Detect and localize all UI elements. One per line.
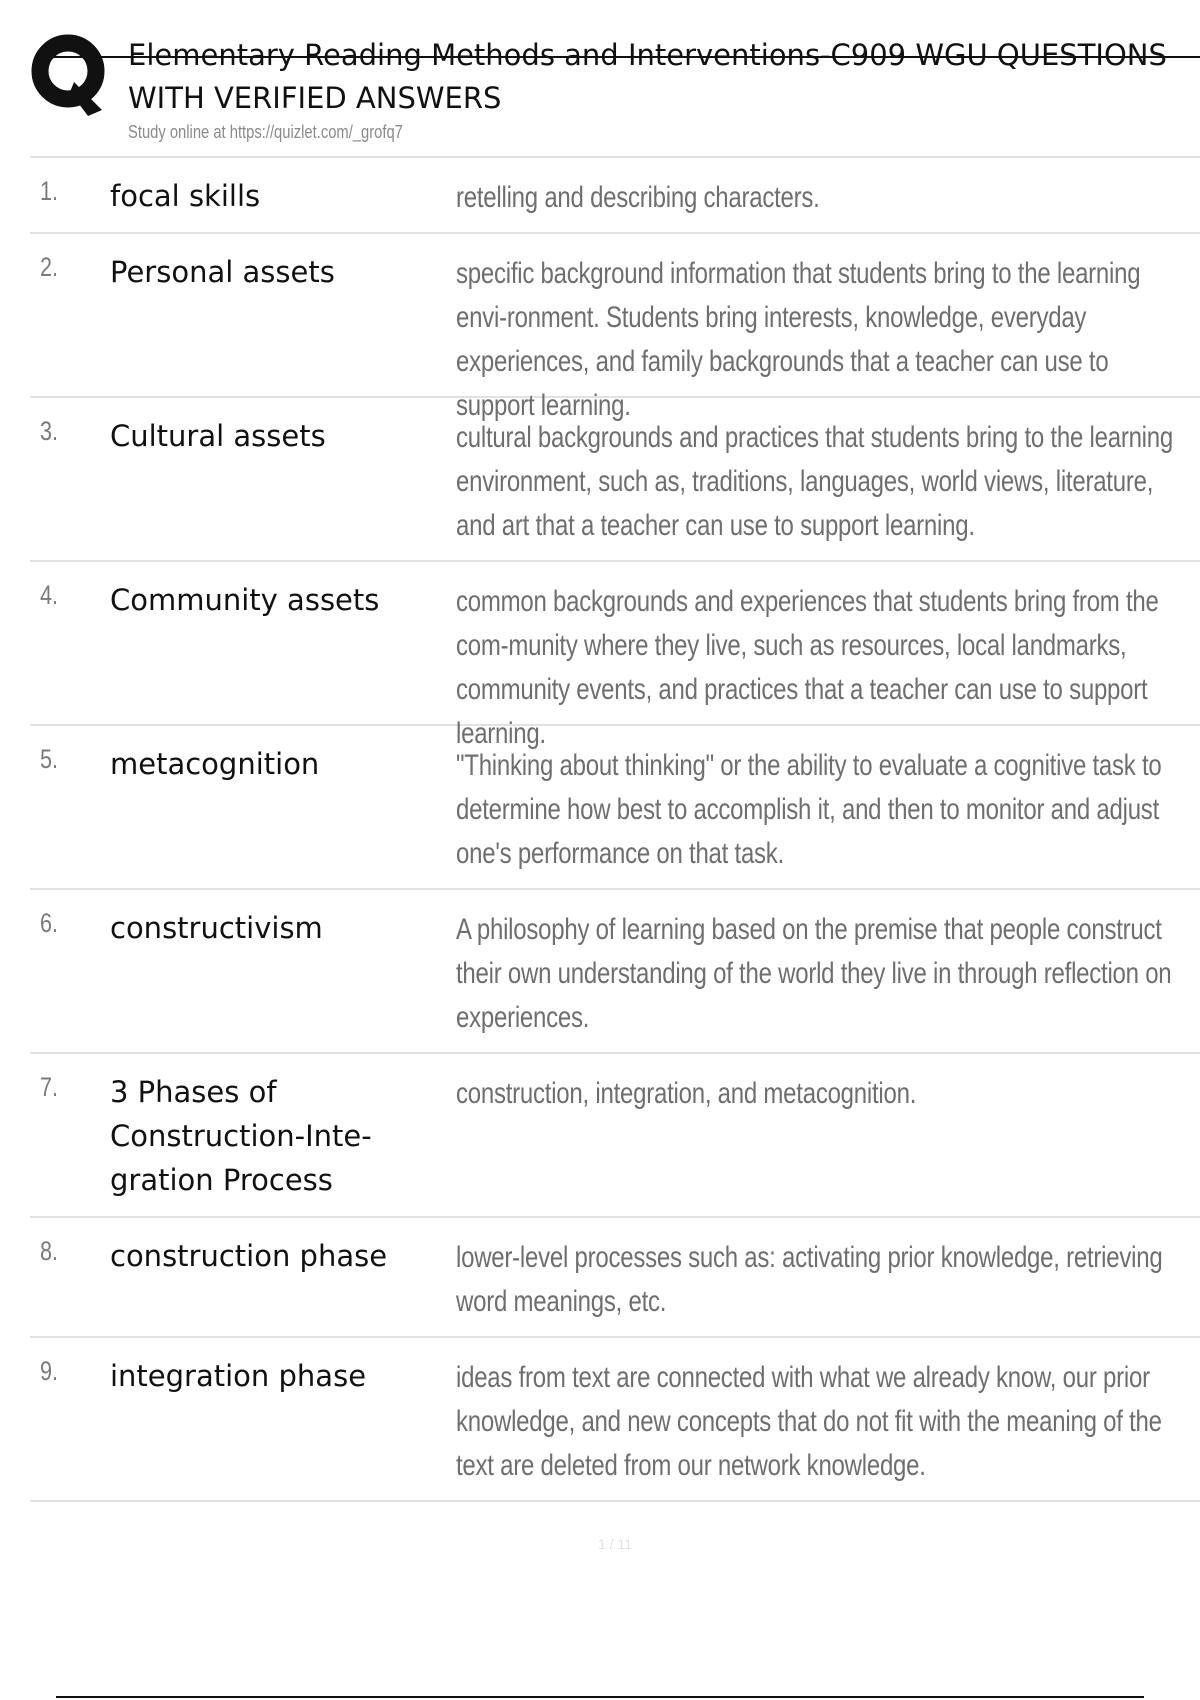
card-definition: cultural backgrounds and practices that students bring to the learning environment, such as, traditions, languages, world views, literature, and art that a teacher can use to support learning. — [456, 421, 1173, 542]
flashcard-row — [30, 1338, 1200, 1502]
card-definition: specific background information that students bring to the learning envi-ronment. Students bring interests, knowledge, everyday experiences, and family backgrounds that a teacher can use to support learning. — [456, 257, 1141, 422]
card-definition: common backgrounds and experiences that students bring from the com-munity where they live, such as resources, local landmarks, community events, and practices that a teacher can use to support learning. — [456, 585, 1159, 750]
card-number: 7. — [40, 1072, 59, 1102]
card-term: Personal assets — [110, 255, 335, 289]
study-online-link[interactable]: Study online at https://quizlet.com/_grofq7 — [128, 122, 403, 142]
page-number: 1 / 11 — [598, 1536, 632, 1552]
card-definition: ideas from text are connected with what we already know, our prior knowledge, and new concepts that do not fit with the meaning of the text are deleted from our network knowledge. — [456, 1361, 1162, 1482]
document-title-line-1: Elementary Reading Methods and Interventions-C909 WGU QUESTIONS — [128, 38, 1167, 72]
bottom-divider — [56, 1696, 1144, 1698]
document-title-line-2: WITH VERIFIED ANSWERS — [128, 81, 502, 115]
card-number: 5. — [40, 744, 59, 774]
flashcard-row — [30, 1218, 1200, 1338]
card-term: Community assets — [110, 583, 380, 617]
card-number: 8. — [40, 1236, 59, 1266]
flashcard-row — [30, 158, 1200, 234]
flashcard-row — [30, 562, 1200, 750]
flashcard-row — [30, 398, 1200, 562]
flashcard-row — [30, 726, 1200, 890]
card-term: metacognition — [110, 747, 320, 781]
card-number: 2. — [40, 252, 59, 282]
flashcard-row — [30, 234, 1200, 422]
card-number: 9. — [40, 1356, 59, 1386]
card-definition: construction, integration, and metacognition. — [456, 1077, 917, 1110]
card-number: 6. — [40, 908, 59, 938]
card-definition: retelling and describing characters. — [456, 181, 820, 214]
card-term: constructivism — [110, 911, 323, 945]
card-definition: lower-level processes such as: activating prior knowledge, retrieving word meanings, etc. — [456, 1241, 1163, 1318]
flashcard-row — [30, 890, 1200, 1054]
quizlet-logo-icon — [30, 30, 110, 116]
card-term: focal skills — [110, 179, 261, 213]
flashcard-list — [30, 156, 1200, 1502]
document-header — [0, 0, 1200, 158]
card-term: construction phase — [110, 1239, 388, 1273]
card-term: Cultural assets — [110, 419, 326, 453]
document-title — [128, 34, 1200, 120]
card-definition: "Thinking about thinking" or the ability to evaluate a cognitive task to determine how best to accomplish it, and then to monitor and adjust one's performance on that task. — [456, 749, 1162, 870]
card-definition: A philosophy of learning based on the premise that people construct their own understanding of the world they live in through reflection on experiences. — [456, 913, 1172, 1034]
card-number: 3. — [40, 416, 59, 446]
card-term: 3 Phases of Construction-Inte-gration Process — [110, 1075, 372, 1197]
flashcard-row — [30, 1054, 1200, 1218]
card-number: 4. — [40, 580, 59, 610]
card-number: 1. — [40, 176, 59, 206]
card-term: integration phase — [110, 1359, 367, 1393]
